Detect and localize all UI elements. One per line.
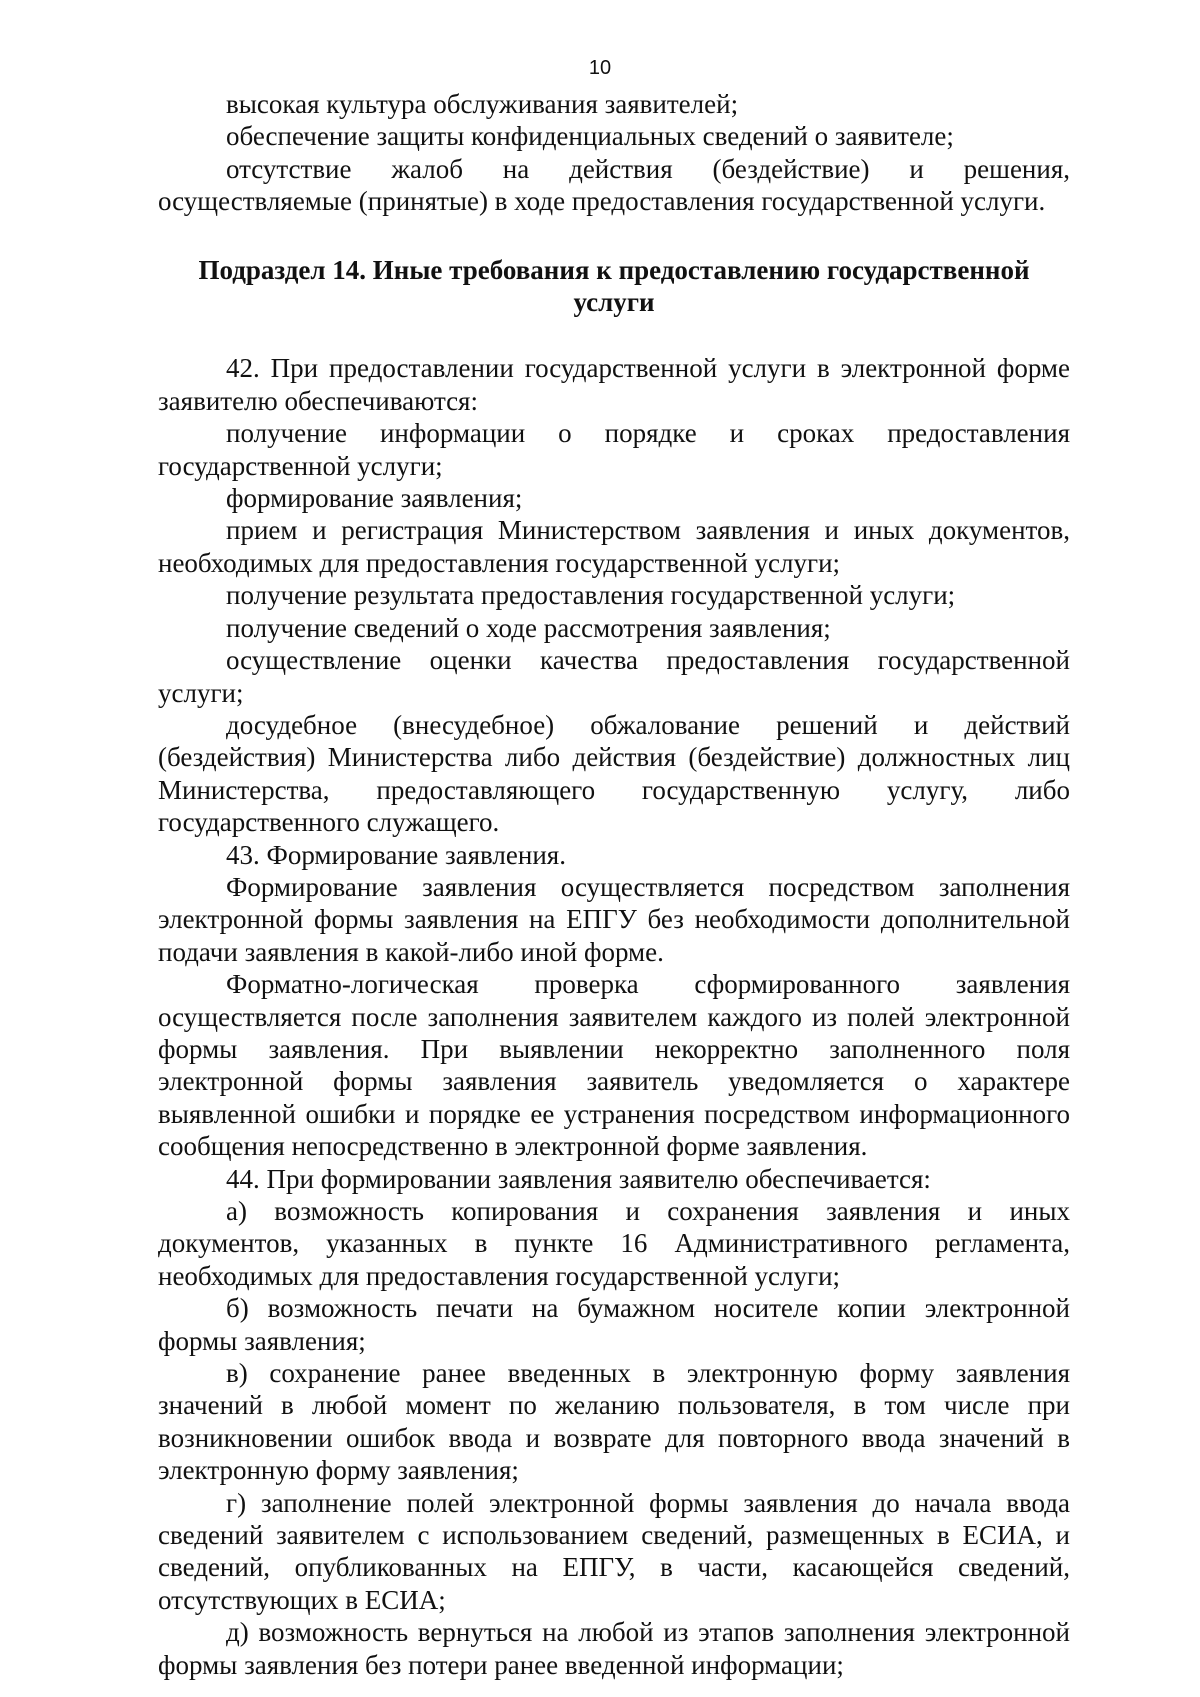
paragraph: формирование заявления; xyxy=(226,483,523,514)
paragraph: высокая культура обслуживания заявителей; xyxy=(226,89,739,119)
paragraph: досудебное (внесудебное) обжалование решений и действий (бездействия) Министерства либо действия (бездействие) должностных лиц Министерства, предоставляющего государственную услугу, либо государственного служащего. xyxy=(158,709,1070,838)
paragraph: получение результата предоставления государственной услуги; xyxy=(226,580,956,611)
list-item-d: д) возможность вернуться на любой из этапов заполнения электронной формы заявления без потери ранее введенной информации; xyxy=(158,1617,1070,1680)
list-item-a: а) возможность копирования и сохранения заявления и иных документов, указанных в пункте 16 Административного регламента, необходимых для предоставления государственной услуги; xyxy=(158,1196,1070,1291)
paragraph: отсутствие жалоб на действия (бездействие) и решения, осуществляемые (принятые) в ходе предоставления государственной услуги. xyxy=(158,153,1070,217)
paragraph: Формирование заявления осуществляется посредством заполнения электронной формы заявления на ЕПГУ без необходимости дополнительной подачи заявления в какой-либо иной форме. xyxy=(158,871,1070,967)
paragraph-44: 44. При формировании заявления заявителю обеспечивается: xyxy=(226,1163,931,1194)
page-number: 10 xyxy=(588,57,612,79)
paragraph: получение информации о порядке и сроках предоставления государственной услуги; xyxy=(158,418,1070,481)
paragraph: осуществление оценки качества предоставления государственной услуги; xyxy=(158,645,1070,708)
paragraph: Форматно-логическая проверка сформированного заявления осуществляется после заполнения заявителем каждого из полей электронной формы заявления. При выявлении некорректно заполненного поля электронной формы заявления заявитель уведомляется о характере выявленной ошибки и порядке ее устранения посредством информационного сообщения непосредственно в электронной форме заявления. xyxy=(158,969,1070,1162)
section-heading: Подраздел 14. Иные требования к предоставлению государственной услуги xyxy=(198,254,1030,318)
paragraph: получение сведений о ходе рассмотрения заявления; xyxy=(226,612,831,643)
list-item-b: б) возможность печати на бумажном носителе копии электронной формы заявления; xyxy=(158,1293,1070,1356)
paragraph: обеспечение защиты конфиденциальных сведений о заявителе; xyxy=(226,121,954,152)
paragraph-42: 42. При предоставлении государственной услуги в электронной форме заявителю обеспечиваются: xyxy=(158,353,1070,416)
document-body xyxy=(158,88,1070,1681)
paragraph-43: 43. Формирование заявления. xyxy=(226,839,566,870)
list-item-g: г) заполнение полей электронной формы заявления до начала ввода сведений заявителем с использованием сведений, размещенных в ЕСИА, и сведений, опубликованных на ЕПГУ, в части, касающейся сведений, отсутствующих в ЕСИА; xyxy=(158,1487,1070,1615)
paragraph: прием и регистрация Министерством заявления и иных документов, необходимых для предоставления государственной услуги; xyxy=(158,515,1070,578)
list-item-v: в) сохранение ранее введенных в электронную форму заявления значений в любой момент по желанию пользователя, в том числе при возникновении ошибок ввода и возврате для повторного ввода значений в электронную форму заявления; xyxy=(158,1358,1070,1486)
